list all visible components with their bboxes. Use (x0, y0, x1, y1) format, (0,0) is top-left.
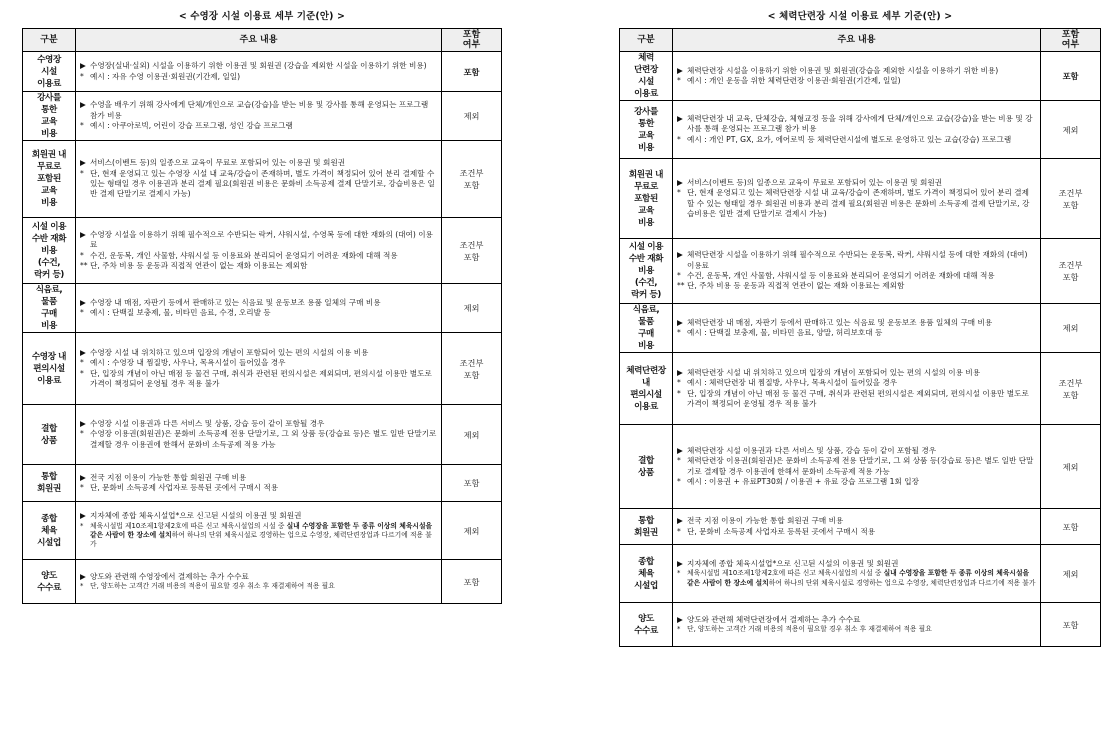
line-text: 예시 : 아쿠아로빅, 어린이 강습 프로그램, 성인 강습 프로그램 (90, 121, 293, 131)
note-marker: * (80, 168, 84, 178)
row-category: 식음료, 물품 구매 비용 (620, 304, 673, 353)
row-content (76, 141, 442, 218)
note-marker: * (80, 582, 84, 590)
line-emphasis: 실내 수영장을 포함한 두 종류 이상의 체육시설을 같은 사람이 한 장소에 설치 (90, 521, 433, 539)
header-content: 주요 내용 (76, 29, 442, 52)
pool-fee-title: < 수영장 시설 이용료 세부 기준(안) > (178, 11, 346, 22)
note-marker: ** (80, 260, 88, 270)
note-marker: * (80, 483, 84, 492)
content-line (677, 446, 1036, 456)
row-content (76, 333, 442, 405)
row-category: 수영장 내 편의시설 이용료 (23, 333, 76, 405)
gym-fee-panel (619, 6, 1101, 647)
row-content (76, 52, 442, 92)
content-line (677, 114, 1036, 135)
row-content (673, 52, 1041, 101)
row-content (673, 101, 1041, 159)
table-row (620, 239, 1101, 304)
row-category: 종합 체육 시설업 (23, 502, 76, 560)
table-row (23, 465, 502, 502)
content-line (80, 158, 437, 168)
line-tail: 하여 하나의 단위 체육시설로 경영하는 업으로 수영장, 체력단련장업과 다르기에 적용 불가 (90, 531, 432, 549)
line-text: 단, 입장의 개념이 아닌 매점 등 물건 구매, 취식과 관련된 편의시설은 제외되며, 편의시설 이용만 별도로 가격이 책정되어 운영될 경우 적용 불가 (687, 388, 1029, 408)
bullet-arrow-icon: ▶ (80, 229, 86, 239)
line-text: 체력단련장 내 매점, 자판기 등에서 판매하고 있는 식음료 및 운동보조 용품 일체의 구매 비용 (687, 317, 993, 327)
row-category: 통합 회원권 (620, 509, 673, 545)
row-inclusion: 제외 (1041, 304, 1101, 353)
content-line (80, 121, 437, 131)
note-marker: * (80, 521, 84, 530)
content-line (677, 281, 1036, 291)
row-content (76, 465, 442, 502)
note-marker: * (80, 71, 84, 81)
content-line (80, 261, 437, 271)
content-line (677, 178, 1036, 188)
content-line (677, 188, 1036, 219)
line-text: 지자체에 종합 체육시설업*으로 신고된 시설의 이용권 및 회원권 (90, 511, 302, 521)
table-row (620, 509, 1101, 545)
table-row (620, 101, 1101, 159)
line-text: 수영장 시설을 이용하기 위해 필수적으로 수반되는 락커, 샤워시설, 수영복 등에 대한 재화의 (대여) 이용료 (90, 229, 433, 250)
line-text: 예시 : 개인 PT, GX, 요가, 에어로빅 등 체력단련시설에 별도로 운영하고 있는 교습(강습) 프로그램 (687, 134, 1012, 144)
line-text: 체력단련장 시설을 이용하기 위해 필수적으로 수반되는 운동복, 락커, 샤워시설 등에 대한 재화의 (대여) 이용료 (687, 250, 1028, 270)
row-content (76, 218, 442, 284)
line-text: 지자체에 종합 체육시설업*으로 신고된 시설의 이용권 및 회원권 (687, 558, 899, 568)
line-text: 단, 문화비 소득공제 사업자로 등록된 곳에서 구매시 적용 (90, 483, 279, 492)
row-inclusion: 포함 (1041, 509, 1101, 545)
line-text: 체력단련장 시설을 이용하기 위한 이용권 및 회원권(강습을 제외한 시설을 이용하기 위한 비용) (687, 65, 999, 75)
row-inclusion: 제외 (1041, 101, 1101, 159)
line-text: 단, 현재 운영되고 있는 체력단련장 시설 내 교육/강습이 존재하며, 별도 가격이 책정되어 있어 분리 결제할 수 있는 형태일 경우 회원권 비용과 분리 결제 필요(회원권 비용은 문화비 소득공제 결제 단말기로, 강습비용은 일반 결제 단말기로 결제시 가능) (687, 188, 1030, 218)
row-inclusion: 제외 (442, 284, 502, 333)
row-content (673, 425, 1041, 509)
line-text: 예시 : 수영장 내 찜질방, 사우나, 목욕시설이 들어있을 경우 (90, 358, 286, 368)
content-line (677, 516, 1036, 526)
line-text: 예시 : 이용권 + 유료PT30회 / 이용권 + 유료 강습 프로그램 1회 입장 (687, 476, 919, 486)
note-marker: * (677, 188, 681, 198)
bullet-arrow-icon: ▶ (80, 472, 86, 482)
row-category: 강사를 통한 교육 비용 (23, 92, 76, 141)
content-line (677, 527, 1036, 537)
table-row (23, 405, 502, 465)
row-inclusion: 조건부 포함 (442, 141, 502, 218)
row-inclusion: 제외 (1041, 425, 1101, 509)
gym-fee-title: < 체력단련장 시설 이용료 세부 기준(안) > (767, 11, 953, 22)
content-line (677, 250, 1036, 271)
line-text: 수영장 이용권(회원권)은 문화비 소득공제 전용 단말기로, 그 외 상품 등(강습료 등)은 별도 일반 단말기로 결제할 경우 이용권에 한해서 문화비 소득공제 적용 가능 (90, 429, 437, 449)
line-text: 단, 현재 운영되고 있는 수영장 시설 내 교육/강습이 존재하며, 별도 가격이 책정되어 있어 분리 결제할 수 있는 형태일 경우 이용권과 분리 결제 필요(회원권 비용은 문화비 소득공제 결제 단말기로, 강습비용은 일반 결제 단말기로 결제시 가능) (90, 168, 435, 199)
row-category: 결합 상품 (23, 405, 76, 465)
content-line (80, 348, 437, 358)
line-text: 전국 지점 이용이 가능한 통합 회원권 구매 비용 (687, 516, 844, 526)
row-inclusion: 제외 (442, 405, 502, 465)
row-inclusion: 조건부 포함 (1041, 159, 1101, 239)
row-category: 종합 체육 시설업 (620, 545, 673, 603)
bullet-arrow-icon: ▶ (80, 297, 86, 307)
line-text: 양도와 관련해 체력단련장에서 결제하는 추가 수수료 (687, 614, 861, 624)
line-text: 수건, 운동복, 개인 사물함, 샤워시설 등 이용료와 분리되어 운영되기 어려운 재화에 대해 적용 (90, 250, 398, 260)
note-marker: * (80, 358, 84, 368)
content-line (677, 135, 1036, 145)
table-row (620, 353, 1101, 425)
content-line (677, 76, 1036, 86)
content-line (80, 419, 437, 429)
row-category: 통합 회원권 (23, 465, 76, 502)
row-content (76, 560, 442, 604)
bullet-arrow-icon: ▶ (80, 418, 86, 428)
content-line (677, 378, 1036, 388)
row-inclusion: 포함 (442, 560, 502, 604)
row-content (673, 509, 1041, 545)
row-category: 체력단련장 내 편의시설 이용료 (620, 353, 673, 425)
content-line (677, 318, 1036, 328)
row-inclusion: 조건부 포함 (442, 333, 502, 405)
content-line (80, 61, 437, 71)
row-inclusion: 포함 (442, 52, 502, 92)
table-header-row (23, 29, 502, 52)
row-category: 강사를 통한 교육 비용 (620, 101, 673, 159)
note-marker: * (677, 328, 681, 337)
bullet-arrow-icon: ▶ (80, 347, 86, 357)
pool-fee-panel (22, 6, 502, 604)
content-line (677, 328, 1036, 338)
row-inclusion: 조건부 포함 (1041, 239, 1101, 304)
content-line (80, 572, 437, 582)
bullet-arrow-icon: ▶ (677, 113, 683, 123)
table-row (620, 603, 1101, 647)
line-text: 수영장(실내·실외) 시설을 이용하기 위한 이용권 및 회원권 (강습을 제외한 시설을 이용하기 위한 비용) (90, 61, 427, 71)
line-text: 서비스(이벤트 등)의 일종으로 교육이 무료로 포함되어 있는 이용권 및 회원권 (687, 177, 943, 187)
bullet-arrow-icon: ▶ (80, 100, 86, 110)
row-content (76, 502, 442, 560)
row-category: 결합 상품 (620, 425, 673, 509)
line-text: 예시 : 개인 운동을 위한 체력단련장 이용권·회원권(기간제, 일일) (687, 76, 901, 85)
content-line (677, 368, 1036, 378)
line-text: 단, 양도하는 고객간 거래 비용의 적용이 필요할 경우 취소 후 재결제하여 적용 필요 (90, 582, 335, 590)
table-row (23, 92, 502, 141)
bullet-arrow-icon: ▶ (677, 177, 683, 187)
table-row (620, 52, 1101, 101)
table-row (23, 560, 502, 604)
content-line (80, 582, 437, 591)
row-inclusion: 포함 (1041, 603, 1101, 647)
table-row (23, 141, 502, 218)
note-marker: * (677, 625, 681, 633)
content-line (80, 230, 437, 251)
bullet-arrow-icon: ▶ (677, 250, 683, 260)
content-line (80, 251, 437, 261)
bullet-arrow-icon: ▶ (677, 367, 683, 377)
line-text: 단, 주차 비용 등 운동과 직접적 연관이 없는 재화 이용료는 제외함 (687, 281, 905, 291)
content-line (677, 569, 1036, 588)
row-inclusion: 조건부 포함 (1041, 353, 1101, 425)
bullet-arrow-icon: ▶ (677, 558, 683, 568)
row-content (673, 159, 1041, 239)
note-marker: * (677, 456, 681, 466)
table-row (23, 52, 502, 92)
row-category: 체력 단련장 시설 이용료 (620, 52, 673, 101)
line-text: 단, 문화비 소득공제 사업자로 등록된 곳에서 구매시 적용 (687, 526, 876, 536)
content-line (80, 483, 437, 493)
content-line (677, 389, 1036, 410)
gym-fee-rows (620, 52, 1101, 647)
line-text: 체력단련장 시설 이용권과 다른 서비스 및 상품, 강습 등이 같이 포함될 경우 (687, 445, 937, 455)
content-line (677, 66, 1036, 76)
note-marker: * (80, 121, 84, 131)
note-marker: * (677, 388, 681, 398)
content-line (677, 625, 1036, 634)
row-inclusion: 포함 (442, 465, 502, 502)
row-category: 회원권 내 무료로 포함된 교육 비용 (620, 159, 673, 239)
note-marker: * (677, 378, 681, 388)
pool-fee-table (22, 28, 502, 604)
line-text: 체육시설법 제10조제1항제2호에 따른 신고 체육시설업의 시설 중 (90, 521, 287, 530)
content-line (80, 369, 437, 390)
bullet-arrow-icon: ▶ (677, 317, 683, 327)
table-row (620, 159, 1101, 239)
content-line (80, 522, 437, 550)
row-category: 시설 이용 수반 재화 비용 (수건, 락커 등) (620, 239, 673, 304)
row-inclusion: 제외 (442, 92, 502, 141)
bullet-arrow-icon: ▶ (80, 61, 86, 71)
line-text: 단, 양도하는 고객간 거래 비용의 적용이 필요할 경우 취소 후 재결제하여 적용 필요 (687, 625, 932, 633)
row-inclusion: 조건부 포함 (442, 218, 502, 284)
row-content (673, 603, 1041, 647)
row-category: 회원권 내 무료로 포함된 교육 비용 (23, 141, 76, 218)
pool-fee-rows (23, 52, 502, 604)
row-category: 수영장 시설 이용료 (23, 52, 76, 92)
line-text: 예시 : 단백질 보충제, 물, 비타민 음료, 수경, 오리발 등 (90, 308, 271, 317)
row-category: 양도 수수료 (23, 560, 76, 604)
note-marker: * (677, 476, 681, 486)
row-content (673, 304, 1041, 353)
bullet-arrow-icon: ▶ (677, 445, 683, 455)
content-line (677, 456, 1036, 477)
note-marker: * (80, 250, 84, 260)
note-marker: * (677, 526, 681, 536)
line-text: 단, 주차 비용 등 운동과 직접적 연관이 없는 재화 이용료는 제외함 (90, 260, 308, 270)
table-row (620, 545, 1101, 603)
table-row (23, 502, 502, 560)
line-text: 수영장 내 매점, 자판기 등에서 판매하고 있는 식음료 및 운동보조 용품 일체의 구매 비용 (90, 297, 381, 307)
table-row (23, 333, 502, 405)
line-text: 체력단련장 이용권(회원권)은 문화비 소득공제 전용 단말기로, 그 외 상품 등(강습료 등)은 별도 일반 단말기로 결제할 경우 이용권에 한해서 문화비 소득공제 적용 가능 (687, 456, 1034, 476)
header-category: 구분 (23, 29, 76, 52)
line-tail: 하여 하나의 단위 체육시설로 경영하는 업으로 수영장, 체력단련장업과 다르기에 적용 불가 (768, 578, 1036, 587)
bullet-arrow-icon: ▶ (80, 158, 86, 168)
line-text: 체육시설법 제10조제1항제2호에 따른 신고 체육시설업의 시설 중 (687, 569, 884, 578)
line-text: 예시 : 체력단련장 내 찜질방, 사우나, 목욕시설이 들어있을 경우 (687, 378, 898, 388)
row-content (76, 405, 442, 465)
content-line (80, 100, 437, 121)
bullet-arrow-icon: ▶ (677, 516, 683, 526)
row-category: 식음료, 물품 구매 비용 (23, 284, 76, 333)
row-inclusion: 제외 (442, 502, 502, 560)
header-content: 주요 내용 (673, 29, 1041, 52)
line-text: 서비스(이벤트 등)의 일종으로 교육이 무료로 포함되어 있는 이용권 및 회원권 (90, 158, 346, 168)
row-category: 시설 이용 수반 재화 비용 (수건, 락커 등) (23, 218, 76, 284)
row-content (673, 353, 1041, 425)
line-text: 양도와 관련해 수영장에서 결제하는 추가 수수료 (90, 571, 249, 581)
content-line (677, 477, 1036, 487)
line-text: 체력단련장 내 교육, 단체강습, 체형교정 등을 위해 강사에게 단체/개인으로 교습(강습)을 받는 비용 및 강사를 통해 운영되는 프로그램 참가 비용 (687, 113, 1033, 134)
row-category: 양도 수수료 (620, 603, 673, 647)
bullet-arrow-icon: ▶ (677, 65, 683, 75)
content-line (80, 473, 437, 483)
line-text: 수영을 배우기 위해 강사에게 단체/개인으로 교습(강습)을 받는 비용 및 강사를 통해 운영되는 프로그램 참가 비용 (90, 100, 429, 120)
bullet-arrow-icon: ▶ (80, 511, 86, 521)
content-line (80, 72, 437, 82)
note-marker: * (677, 271, 681, 280)
header-inclusion: 포함 여부 (1041, 29, 1101, 52)
table-row (23, 284, 502, 333)
note-marker: ** (677, 281, 685, 291)
gym-fee-table (619, 28, 1101, 647)
table-row (620, 425, 1101, 509)
content-line (80, 429, 437, 450)
content-line (80, 169, 437, 200)
row-content (76, 284, 442, 333)
bullet-arrow-icon: ▶ (80, 571, 86, 581)
line-text: 수영장 시설 내 위치하고 있으며 입장의 개념이 포함되어 있는 편의 시설의 이용 비용 (90, 347, 369, 357)
line-text: 수영장 시설 이용권과 다른 서비스 및 상품, 강습 등이 같이 포함될 경우 (90, 418, 325, 428)
note-marker: * (677, 134, 681, 144)
line-text: 수건, 운동복, 개인 사물함, 샤워시설 등 이용료와 분리되어 운영되기 어려운 재화에 대해 적용 (687, 271, 995, 280)
note-marker: * (80, 308, 84, 317)
content-line (80, 308, 437, 318)
note-marker: * (80, 368, 84, 378)
content-line (80, 511, 437, 521)
line-text: 예시 : 자유 수영 이용권·회원권(기간제, 일일) (90, 71, 241, 81)
row-content (673, 239, 1041, 304)
row-content (76, 92, 442, 141)
note-marker: * (677, 569, 681, 578)
line-text: 단, 입장의 개념이 아닌 매점 등 물건 구매, 취식과 관련된 편의시설은 제외되며, 편의시설 이용만 별도로 가격이 책정되어 운영될 경우 적용 불가 (90, 368, 432, 388)
table-row (620, 304, 1101, 353)
line-emphasis: 실내 수영장을 포함한 두 종류 이상의 체육시설을 같은 사람이 한 장소에 설치 (687, 569, 1030, 587)
bullet-arrow-icon: ▶ (677, 614, 683, 624)
row-inclusion: 제외 (1041, 545, 1101, 603)
line-text: 예시 : 단백질 보충제, 물, 비타민 음료, 양말, 허리보호대 등 (687, 328, 883, 337)
content-line (80, 358, 437, 368)
table-header-row (620, 29, 1101, 52)
content-line (677, 559, 1036, 569)
note-marker: * (677, 76, 681, 85)
header-category: 구분 (620, 29, 673, 52)
row-content (673, 545, 1041, 603)
line-text: 전국 지점 이용이 가능한 통합 회원권 구매 비용 (90, 472, 247, 482)
line-text: 체력단련장 시설 내 위치하고 있으며 입장의 개념이 포함되어 있는 편의 시설의 이용 비용 (687, 367, 981, 377)
content-line (677, 615, 1036, 625)
header-inclusion: 포함 여부 (442, 29, 502, 52)
table-row (23, 218, 502, 284)
note-marker: * (80, 429, 84, 439)
content-line (677, 271, 1036, 281)
content-line (80, 298, 437, 308)
row-inclusion: 포함 (1041, 52, 1101, 101)
